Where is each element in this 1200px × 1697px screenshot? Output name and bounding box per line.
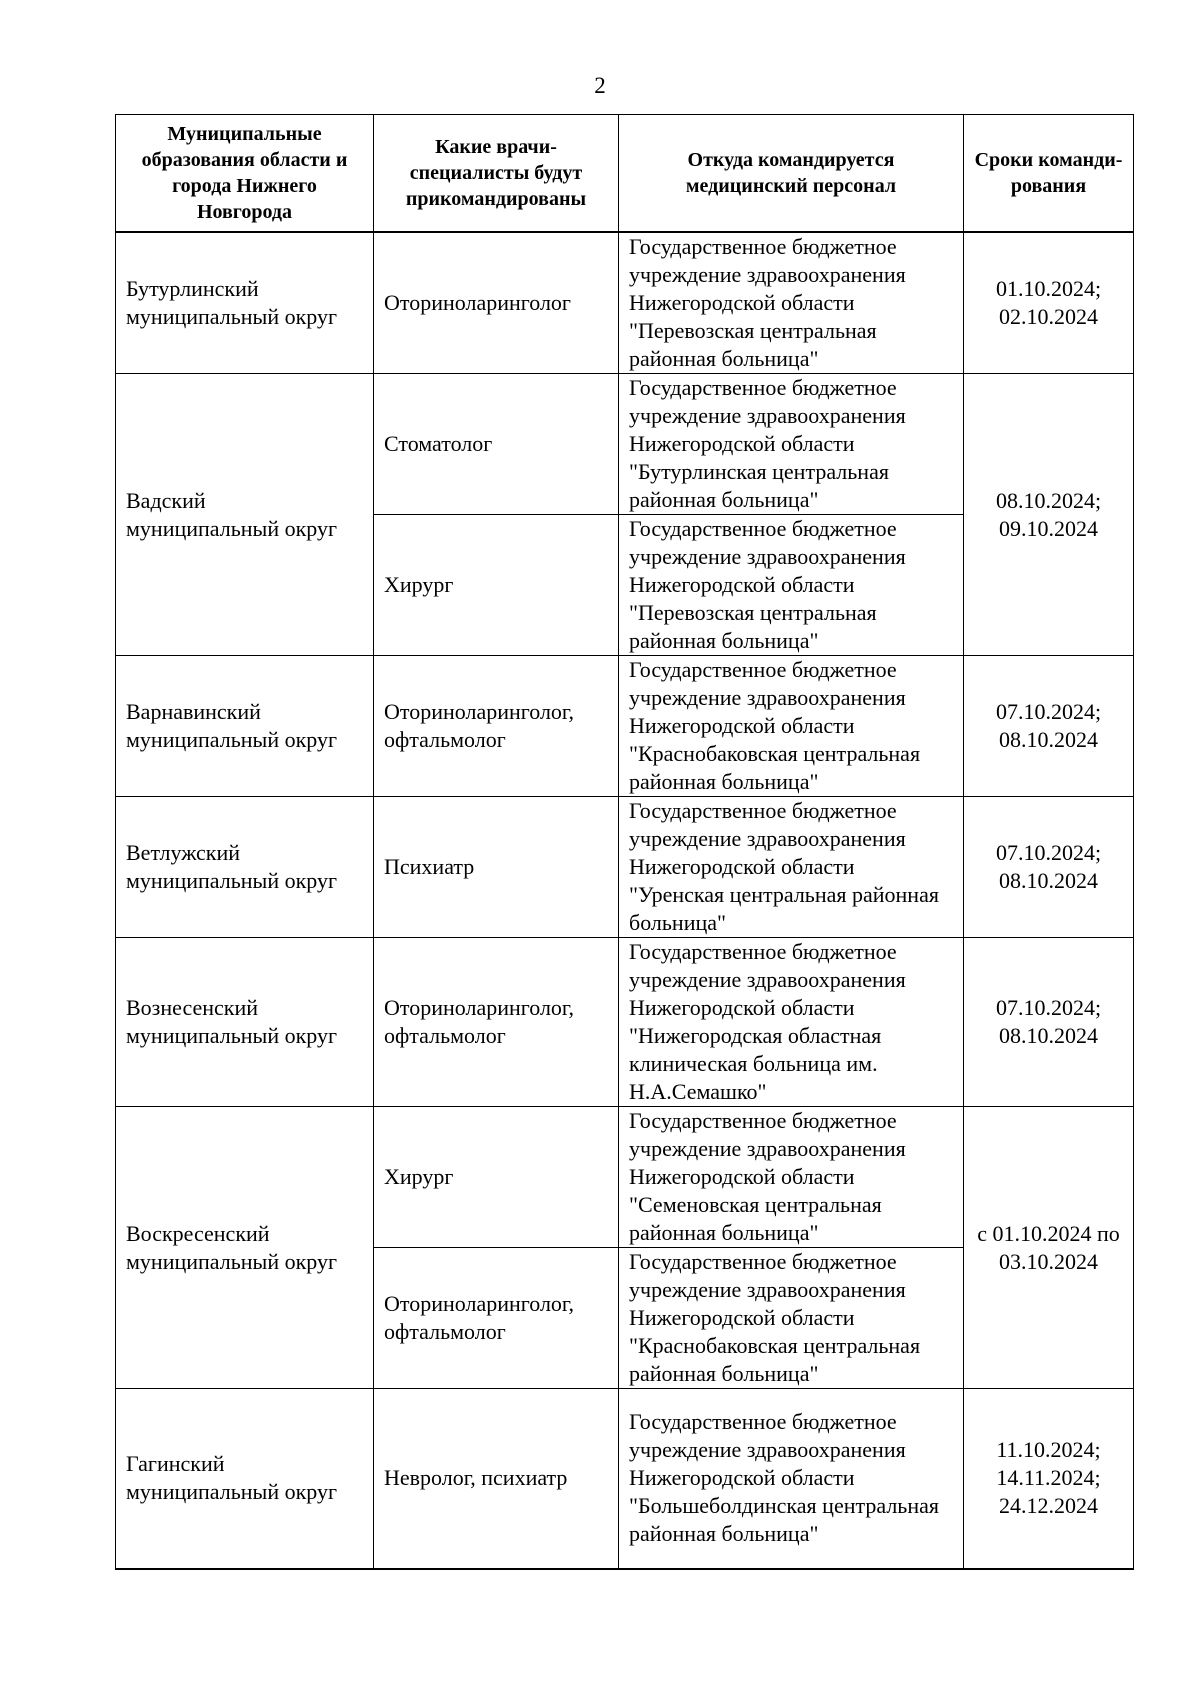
table-row	[116, 1107, 1134, 1248]
origin-text: Государственное бюджетное учреждение здравоохранения Нижегородской области "Краснобаковская центральная районная больница"	[629, 1249, 921, 1386]
specialists-text: Стоматолог	[384, 431, 493, 456]
specialists-cell	[374, 1389, 619, 1569]
origin-cell	[619, 232, 964, 374]
municipality-name: Варнавинский муниципальный округ	[126, 699, 338, 752]
origin-text: Государственное бюджетное учреждение здравоохранения Нижегородской области "Уренская центральная районная больница"	[629, 798, 939, 935]
specialists-cell	[374, 797, 619, 938]
specialists-text: Психиатр	[384, 854, 475, 879]
origin-cell	[619, 797, 964, 938]
dates-text: с 01.10.2024 по 03.10.2024	[977, 1220, 1120, 1274]
table-row	[116, 374, 1134, 515]
municipality-cell	[116, 797, 374, 938]
origin-text: Государственное бюджетное учреждение здравоохранения Нижегородской области "Большеболдинская центральная районная больница"	[629, 1409, 939, 1547]
origin-cell	[619, 656, 964, 797]
dates-text: 07.10.2024; 08.10.2024	[995, 699, 1102, 752]
table-row	[116, 656, 1134, 797]
dates-cell	[964, 374, 1134, 656]
dates-cell	[964, 1107, 1134, 1389]
header-municipality	[116, 115, 374, 233]
specialists-cell	[374, 1107, 619, 1248]
origin-cell	[619, 1107, 964, 1248]
dates-cell	[964, 797, 1134, 938]
dates-cell	[964, 232, 1134, 374]
dates-cell	[964, 656, 1134, 797]
municipality-cell	[116, 232, 374, 374]
header-dates-text: Сроки команди-рования	[974, 149, 1123, 197]
specialists-cell	[374, 515, 619, 656]
dates-text: 07.10.2024; 08.10.2024	[995, 995, 1102, 1048]
specialists-text: Оториноларинголог, офтальмолог	[384, 1291, 574, 1344]
municipality-name: Бутурлинский муниципальный округ	[126, 276, 338, 329]
page-number: 2	[594, 73, 606, 98]
specialists-text: Хирург	[384, 1164, 454, 1189]
origin-cell	[619, 374, 964, 515]
municipality-name: Гагинский муниципальный округ	[126, 1451, 338, 1505]
origin-text: Государственное бюджетное учреждение здравоохранения Нижегородской области "Перевозская центральная районная больница"	[629, 234, 906, 371]
origin-text: Государственное бюджетное учреждение здравоохранения Нижегородской области "Нижегородская областная клиническая больница им. Н.А.Семашко"	[629, 939, 906, 1104]
dates-cell	[964, 938, 1134, 1107]
municipality-cell	[116, 656, 374, 797]
specialists-text: Оториноларинголог	[384, 290, 571, 315]
header-specialists	[374, 115, 619, 233]
header-dates	[964, 115, 1134, 233]
municipality-name: Ветлужский муниципальный округ	[126, 840, 338, 893]
specialists-cell	[374, 656, 619, 797]
specialists-text: Оториноларинголог, офтальмолог	[384, 699, 574, 752]
table-row	[116, 1389, 1134, 1569]
municipality-cell	[116, 1389, 374, 1569]
header-municipality-text: Муниципальные образования области и города Нижнего Новгорода	[141, 123, 348, 223]
origin-text: Государственное бюджетное учреждение здравоохранения Нижегородской области "Бутурлинская центральная районная больница"	[629, 375, 906, 512]
origin-cell	[619, 1389, 964, 1569]
origin-cell	[619, 938, 964, 1107]
dates-text: 07.10.2024; 08.10.2024	[995, 840, 1102, 893]
municipality-cell	[116, 938, 374, 1107]
municipality-name: Вадский муниципальный округ	[126, 487, 338, 541]
specialists-cell	[374, 232, 619, 374]
specialists-cell	[374, 938, 619, 1107]
origin-text: Государственное бюджетное учреждение здравоохранения Нижегородской области "Семеновская центральная районная больница"	[629, 1108, 906, 1245]
dates-text: 08.10.2024; 09.10.2024	[995, 487, 1102, 541]
header-specialists-text: Какие врачи-специалисты будут прикомандированы	[405, 136, 587, 210]
table-header-row	[116, 115, 1134, 233]
specialists-text: Оториноларинголог, офтальмолог	[384, 995, 574, 1048]
origin-cell	[619, 515, 964, 656]
table-row	[116, 797, 1134, 938]
dates-cell	[964, 1389, 1134, 1569]
municipality-name: Вознесенский муниципальный округ	[126, 995, 338, 1048]
assignment-table	[115, 114, 1134, 1570]
specialists-cell	[374, 1248, 619, 1389]
header-origin-text: Откуда командируется медицинский персонал	[685, 149, 897, 197]
origin-cell	[619, 1248, 964, 1389]
municipality-cell	[116, 1107, 374, 1389]
specialists-cell	[374, 374, 619, 515]
origin-text: Государственное бюджетное учреждение здравоохранения Нижегородской области "Перевозская центральная районная больница"	[629, 516, 906, 653]
specialists-text: Невролог, психиатр	[384, 1465, 568, 1491]
table-row	[116, 232, 1134, 374]
origin-text: Государственное бюджетное учреждение здравоохранения Нижегородской области "Краснобаковская центральная районная больница"	[629, 657, 921, 794]
table-row	[116, 938, 1134, 1107]
header-origin	[619, 115, 964, 233]
municipality-cell	[116, 374, 374, 656]
dates-text: 01.10.2024; 02.10.2024	[995, 276, 1102, 329]
specialists-text: Хирург	[384, 572, 454, 597]
dates-text: 11.10.2024; 14.11.2024; 24.12.2024	[996, 1437, 1101, 1519]
municipality-name: Воскресенский муниципальный округ	[126, 1220, 338, 1274]
